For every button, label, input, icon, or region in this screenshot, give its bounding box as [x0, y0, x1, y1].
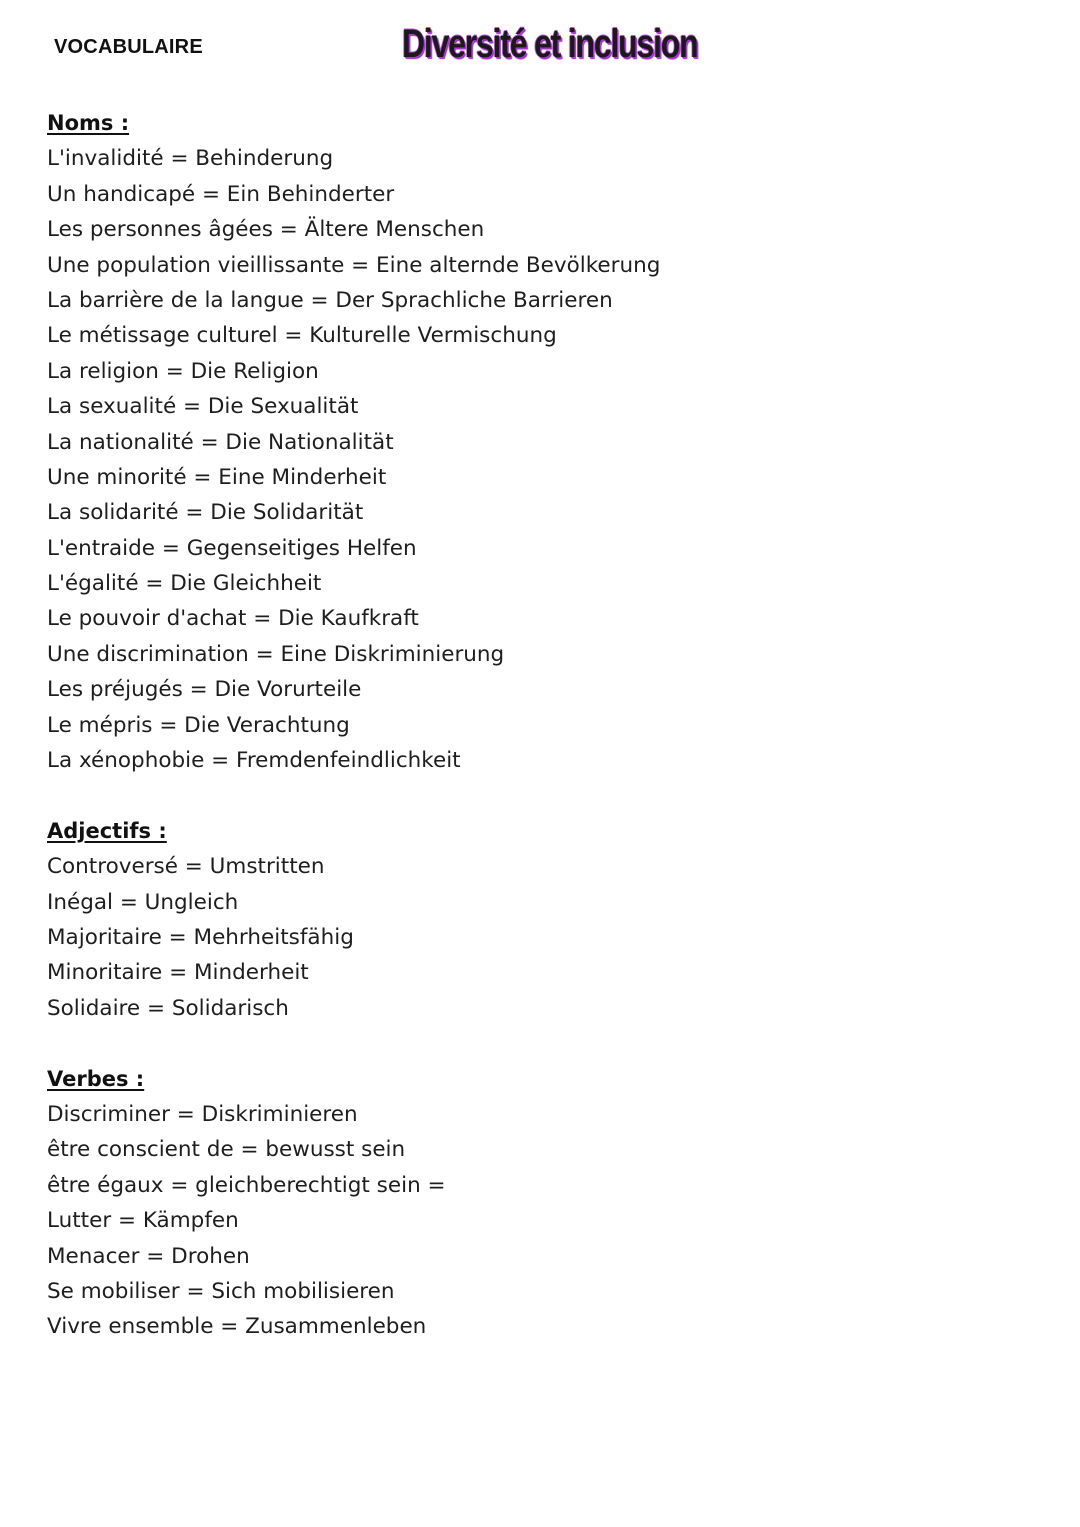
vocab-item: Une minorité = Eine Minderheit	[47, 464, 387, 490]
section-heading-adjectifs: Adjectifs :	[47, 818, 167, 843]
vocab-item: Le pouvoir d'achat = Die Kaufkraft	[47, 606, 419, 632]
section-verbes	[47, 1062, 1027, 1345]
section-adjectifs	[47, 814, 1027, 1026]
vocab-item: Majoritaire = Mehrheitsfähig	[47, 924, 354, 950]
vocab-item: Solidaire = Solidarisch	[47, 995, 289, 1021]
vocab-item: La nationalité = Die Nationalität	[47, 429, 394, 455]
vocab-item: L'égalité = Die Gleichheit	[47, 571, 322, 597]
vocab-item: Les préjugés = Die Vorurteile	[47, 677, 362, 703]
vocab-item: L'entraide = Gegenseitiges Helfen	[47, 535, 417, 561]
vocab-item: être conscient de = bewusst sein	[47, 1137, 406, 1163]
vocab-list-verbes	[47, 1097, 1027, 1345]
vocab-item: La solidarité = Die Solidarität	[47, 500, 364, 526]
document-body	[47, 106, 1027, 1345]
page-title: Diversité et inclusion	[402, 22, 698, 66]
vocab-item: Un handicapé = Ein Behinderter	[47, 181, 395, 207]
vocab-item: Vivre ensemble = Zusammenleben	[47, 1314, 427, 1340]
vocab-item: Menacer = Drohen	[47, 1243, 250, 1269]
vocab-item: Inégal = Ungleich	[47, 889, 239, 915]
vocab-item: être égaux = gleichberechtigt sein =	[47, 1172, 446, 1198]
vocab-item: Le métissage culturel = Kulturelle Vermischung	[47, 323, 557, 349]
vocab-item: Se mobiliser = Sich mobilisieren	[47, 1278, 395, 1304]
vocab-item: Discriminer = Diskriminieren	[47, 1101, 358, 1127]
vocab-item: La xénophobie = Fremdenfeindlichkeit	[47, 748, 461, 774]
vocab-item: Controversé = Umstritten	[47, 854, 325, 880]
vocab-item: Une discrimination = Eine Diskriminierung	[47, 641, 505, 667]
vocab-list-adjectifs	[47, 849, 1027, 1026]
header-label: VOCABULAIRE	[54, 36, 203, 58]
section-noms	[47, 106, 1027, 778]
vocab-item: La religion = Die Religion	[47, 358, 319, 384]
section-heading-noms: Noms :	[47, 111, 130, 135]
vocab-item: Une population vieillissante = Eine alternde Bevölkerung	[47, 252, 661, 278]
vocab-item: La barrière de la langue = Der Sprachliche Barrieren	[47, 287, 613, 313]
vocab-item: La sexualité = Die Sexualität	[47, 394, 359, 420]
vocab-item: Le mépris = Die Verachtung	[47, 712, 350, 738]
vocab-list-noms	[47, 141, 1027, 778]
vocab-item: Minoritaire = Minderheit	[47, 960, 309, 986]
vocab-item: L'invalidité = Behinderung	[47, 146, 334, 172]
section-heading-verbes: Verbes :	[47, 1066, 145, 1091]
vocab-item: Les personnes âgées = Ältere Menschen	[47, 217, 485, 243]
vocab-item: Lutter = Kämpfen	[47, 1208, 239, 1234]
